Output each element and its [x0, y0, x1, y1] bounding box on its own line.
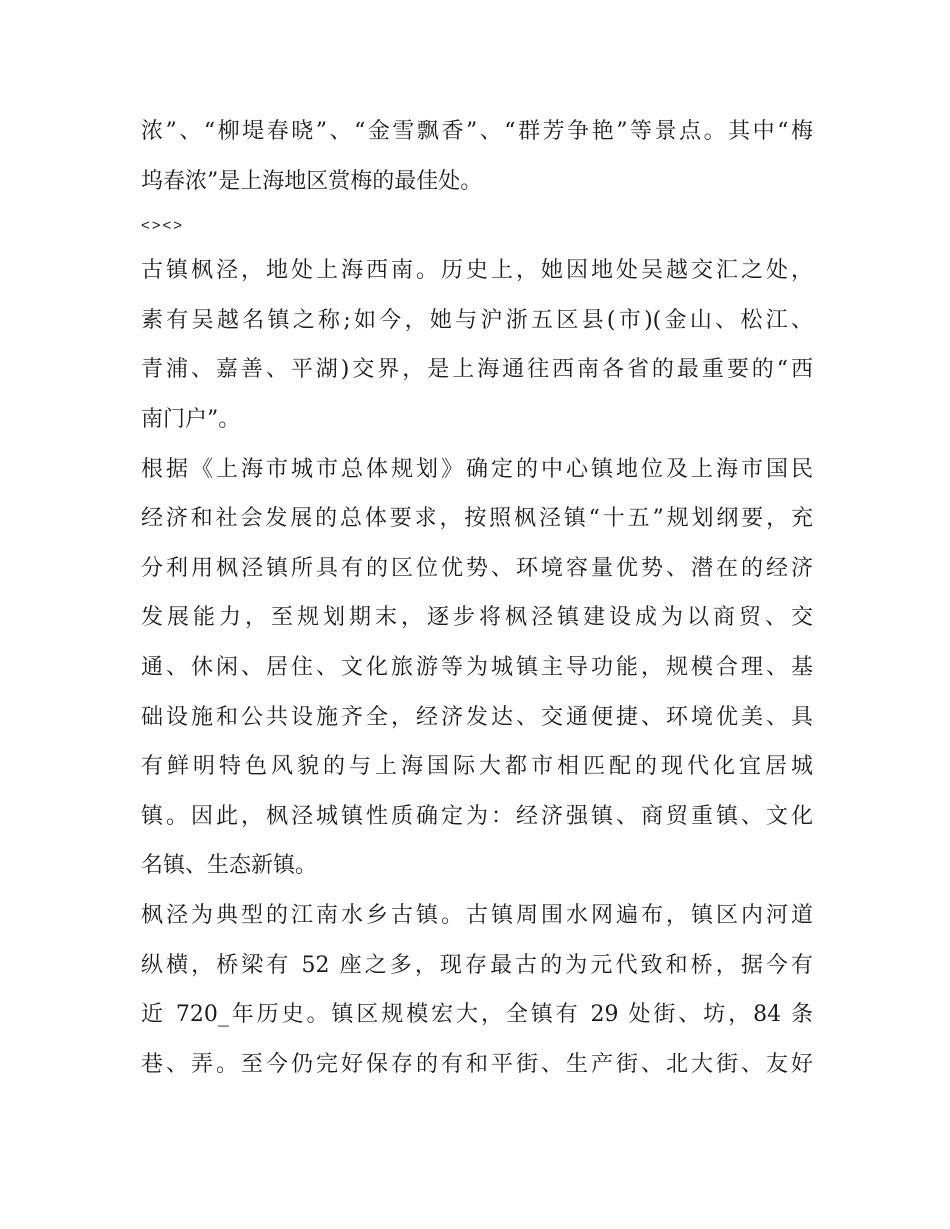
text-line: 础设施和公共设施齐全，经济发达、交通便捷、环境优美、具	[141, 704, 813, 730]
text-line: 浓”、“柳堤春晓”、“金雪飘香”、“群芳争艳”等景点。其中“梅	[141, 119, 813, 144]
paragraph-water-town	[141, 891, 813, 1089]
text-line: 有鲜明特色风貌的与上海国际大都市相匹配的现代化宜居城	[141, 754, 813, 780]
text-line: 素有吴越名镇之称;如今，她与沪浙五区县(市)(金山、松江、	[141, 307, 813, 333]
text-line: 名镇、生态新镇。	[141, 853, 318, 879]
text-line: 纵横，桥梁有 52 座之多，现存最古的为元代致和桥，据今有	[141, 952, 813, 978]
text-line: 分利用枫泾镇所具有的区位优势、环境容量优势、潜在的经济	[141, 555, 813, 581]
text-line: 枫泾为典型的江南水乡古镇。古镇周围水网遍布，镇区内河道	[141, 902, 813, 928]
text-line: 通、休闲、居住、文化旅游等为城镇主导功能，规模合理、基	[141, 654, 813, 680]
text-line: 发展能力，至规划期末，逐步将枫泾镇建设成为以商贸、交	[141, 605, 813, 631]
text-line: 镇。因此，枫泾城镇性质确定为：经济强镇、商贸重镇、文化	[141, 803, 813, 829]
section-marker	[141, 206, 813, 246]
text-line: 南门户”。	[141, 406, 241, 432]
document-body	[141, 107, 813, 1089]
text-line: 青浦、嘉善、平湖)交界，是上海通往西南各省的最重要的“西	[141, 357, 813, 383]
text-line: 近 720_年历史。镇区规模宏大，全镇有 29 处街、坊，84 条	[141, 1002, 813, 1028]
text-line: 经济和社会发展的总体要求，按照枫泾镇“十五”规划纲要，充	[141, 506, 813, 532]
text-line: 坞春浓”是上海地区赏梅的最佳处。	[141, 168, 483, 194]
paragraph-plum-scenery	[141, 107, 813, 206]
text-line: 古镇枫泾，地处上海西南。历史上，她因地处吴越交汇之处，	[141, 258, 813, 284]
text-line: 根据《上海市城市总体规划》确定的中心镇地位及上海市国民	[141, 456, 813, 482]
paragraph-fengjing-location	[141, 246, 813, 444]
marker-text: <><>	[141, 217, 185, 235]
text-line: 巷、弄。至今仍完好保存的有和平街、生产街、北大街、友好	[141, 1051, 813, 1077]
paragraph-town-planning	[141, 445, 813, 891]
